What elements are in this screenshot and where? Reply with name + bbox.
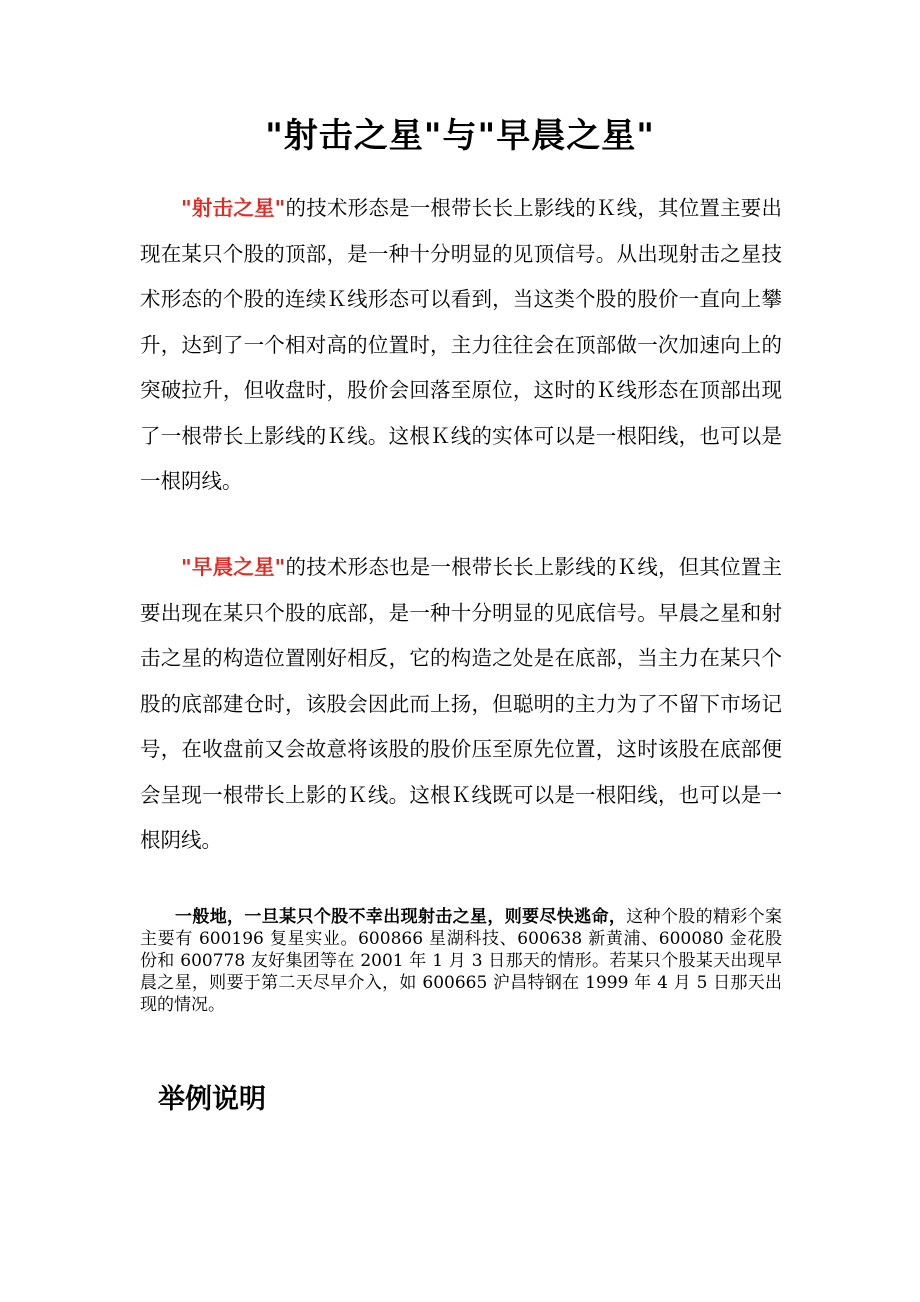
paragraph-shooting-star <box>140 186 782 505</box>
page-title: "射击之星"与"早晨之星" <box>265 116 655 156</box>
note-paragraph <box>140 906 782 1016</box>
section-heading-examples: 举例说明 <box>158 1084 266 1115</box>
note-bold-lead: 一般地，一旦某只个股不幸出现射击之星，则要尽快逃命， <box>175 907 627 927</box>
note-text: 这种个股的精彩个案主要有 600196 复星实业。600866 星湖科技、600638 新黄浦、600080 金花股份和 600778 友好集团等在 2001 年 1 月 3 日那天的情形。若某只个股某天出现早晨之星，则要于第二天尽早介入，如 600665 沪昌特钢在 1999 年 4 月 5 日那天出现的情况。 <box>140 907 783 1015</box>
term-morning-star: "早晨之星" <box>181 555 286 579</box>
paragraph-morning-star-text: 的技术形态也是一根带长长上影线的Ｋ线，但其位置主要出现在某只个股的底部，是一种十分明显的见底信号。早晨之星和射击之星的构造位置刚好相反，它的构造之处是在底部，当主力在某只个股的底部建仓时，该股会因此而上扬，但聪明的主力为了不留下市场记号，在收盘前又会故意将该股的股价压至原先位置，这时该股在底部便会呈现一根带长上影的Ｋ线。这根Ｋ线既可以是一根阳线，也可以是一根阴线。 <box>140 555 782 852</box>
paragraph-shooting-star-text: 的技术形态是一根带长长上影线的Ｋ线，其位置主要出现在某只个股的顶部，是一种十分明显的见顶信号。从出现射击之星技术形态的个股的连续Ｋ线形态可以看到，当这类个股的股价一直向上攀升，达到了一个相对高的位置时，主力往往会在顶部做一次加速向上的突破拉升，但收盘时，股价会回落至原位，这时的Ｋ线形态在顶部出现了一根带长上影线的Ｋ线。这根Ｋ线的实体可以是一根阳线，也可以是一根阴线。 <box>140 196 782 493</box>
term-shooting-star: "射击之星" <box>181 196 286 220</box>
paragraph-morning-star <box>140 545 782 864</box>
